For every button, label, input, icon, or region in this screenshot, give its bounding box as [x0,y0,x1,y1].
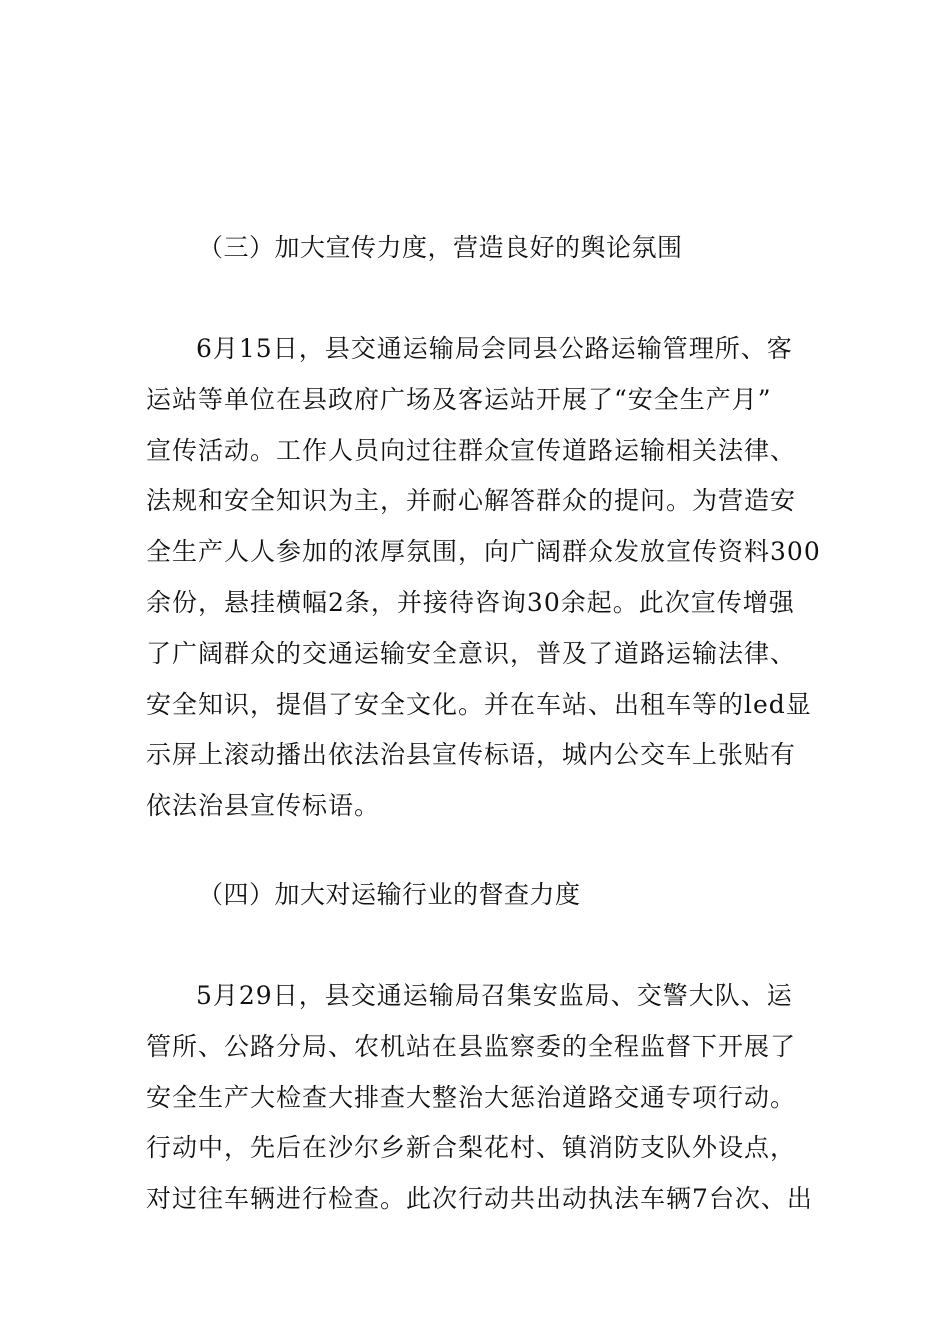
paragraph-line: 安全知识，提倡了安全文化。并在车站、出租车等的led显 [146,689,812,719]
section-heading-4: （四）加大对运输行业的督查力度 [198,880,581,909]
paragraph-line: 宣传活动。工作人员向过往群众宣传道路运输相关法律、 [146,435,797,465]
section-4-paragraph [146,981,813,1235]
paragraph-line: 余份，悬挂横幅2条，并接待咨询30余起。此次宣传增强 [146,587,795,617]
paragraph-line: 依法治县宣传标语。 [146,791,381,821]
paragraph-line: 行动中，先后在沙尔乡新合梨花村、镇消防支队外设点， [146,1133,797,1163]
section-3-paragraph [146,334,821,842]
paragraph-line: 运站等单位在县政府广场及客运站开展了“安全生产月” [146,384,772,414]
paragraph-line: 了广阔群众的交通运输安全意识，普及了道路运输法律、 [146,638,797,668]
paragraph-line: 全生产人人参加的浓厚氛围，向广阔群众发放宣传资料300 [146,537,821,567]
section-heading-3: （三）加大宣传力度，营造良好的舆论氛围 [198,233,683,262]
paragraph-line: 示屏上滚动播出依法治县宣传标语，城内公交车上张贴有 [146,740,797,770]
paragraph-line: 5月29日，县交通运输局召集安监局、交警大队、运 [196,981,793,1010]
paragraph-line: 安全生产大检查大排查大整治大惩治道路交通专项行动。 [146,1082,797,1112]
paragraph-line: 对过往车辆进行检查。此次行动共出动执法车辆7台次、出 [146,1184,813,1214]
paragraph-line: 法规和安全知识为主，并耐心解答群众的提问。为营造安 [146,486,797,516]
paragraph-line: 管所、公路分局、农机站在县监察委的全程监督下开展了 [146,1031,797,1061]
paragraph-line: 6月15日，县交通运输局会同县公路运输管理所、客 [196,334,793,363]
